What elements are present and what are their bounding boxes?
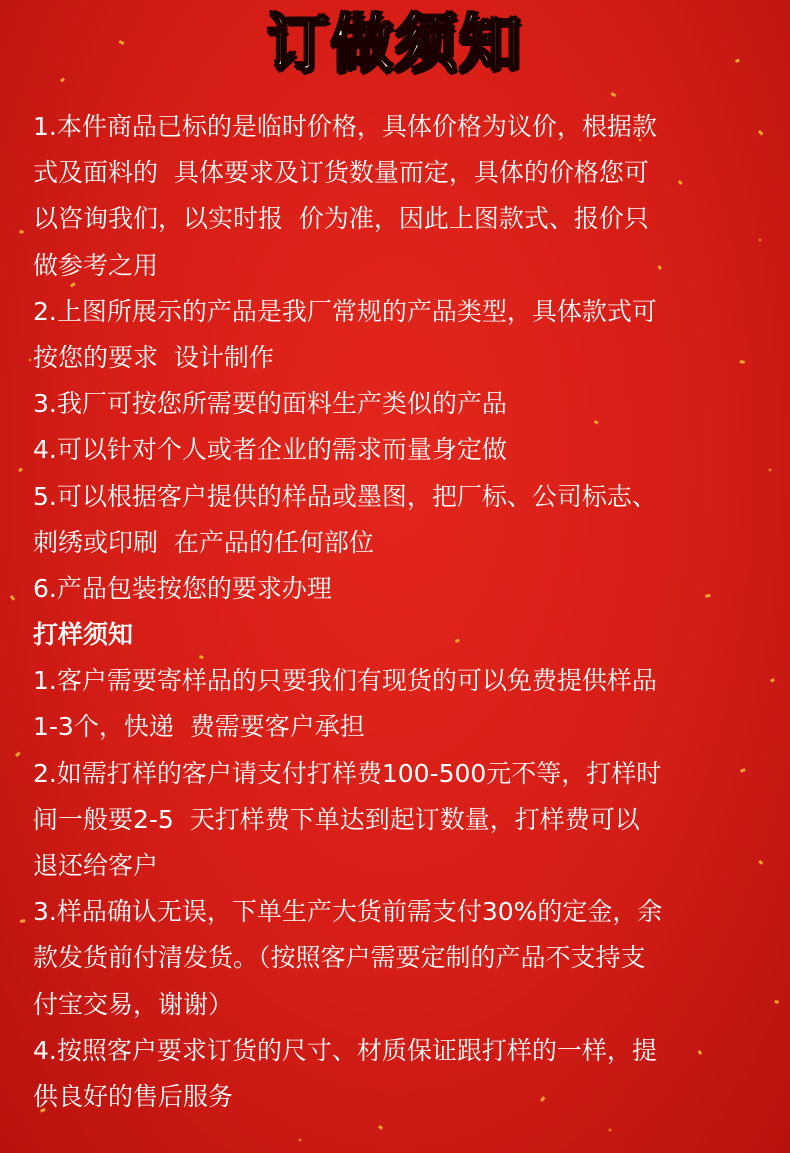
text-line: 1-3个，快递 费需要客户承担: [33, 712, 365, 742]
text-line: 2.上图所展示的产品是我厂常规的产品类型，具体款式可: [33, 296, 657, 326]
text-line: 1.本件商品已标的是临时价格，具体价格为议价，根据款: [33, 112, 657, 141]
text-line: 款发货前付清发货。（按照客户需要定制的产品不支持支: [33, 943, 646, 973]
text-line: 退还给客户: [33, 851, 159, 880]
text-line: 刺绣或印刷 在产品的任何部位: [33, 527, 374, 557]
text-line: 4.按照客户要求订货的尺寸、材质保证跟打样的一样，提: [33, 1035, 657, 1065]
sampling-notice-heading: 打样须知: [33, 620, 134, 650]
text-line: 付宝交易，谢谢）: [33, 989, 234, 1019]
notice-content: [33, 104, 763, 1120]
text-line: 3.样品确认无误，下单生产大货前需支付30%的定金，余: [33, 897, 663, 927]
text-line: 按您的要求 设计制作: [33, 342, 274, 372]
text-line: 3.我厂可按您所需要的面料生产类似的产品: [33, 389, 507, 419]
text-line: 5.可以根据客户提供的样品或墨图，把厂标、公司标志、: [33, 481, 657, 511]
text-line: 2.如需打样的客户请支付打样费100-500元不等，打样时: [33, 758, 662, 788]
text-line: 供良好的售后服务: [33, 1081, 234, 1111]
text-line: 4.可以针对个人或者企业的需求而量身定做: [33, 435, 507, 465]
text-line: 间一般要2-5 天打样费下单达到起订数量，打样费可以: [33, 804, 640, 834]
text-line: 1.客户需要寄样品的只要我们有现货的可以免费提供样品: [33, 666, 657, 696]
text-line: 式及面料的 具体要求及订货数量而定，具体的价格您可: [33, 158, 649, 188]
text-line: 以咨询我们，以实时报 价为准，因此上图款式、报价只: [33, 204, 649, 234]
page-title: 订做须知: [266, 7, 523, 80]
text-line: 6.产品包装按您的要求办理: [33, 573, 332, 603]
text-line: 做参考之用: [33, 250, 159, 280]
